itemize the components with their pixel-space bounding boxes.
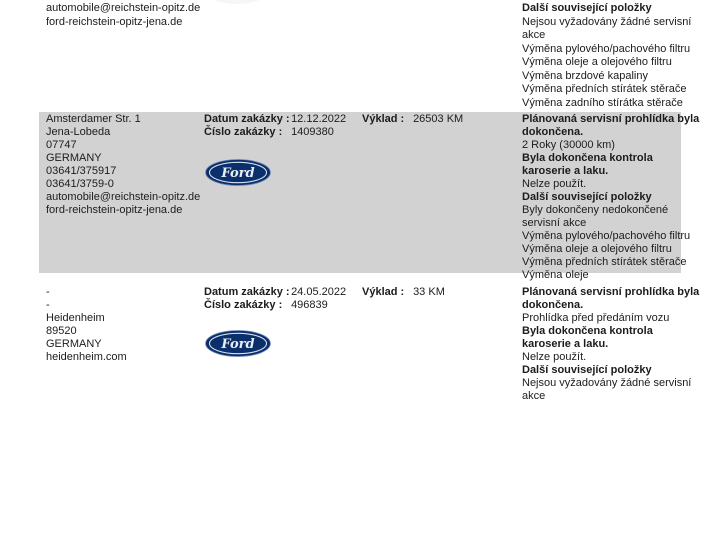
- service-note-line: Výměna oleje a olejového filtru: [522, 243, 672, 255]
- related-item-line: Výměna zadního stírátka stěrače: [522, 96, 683, 109]
- dealer-address-block: [46, 113, 200, 217]
- service-note-line: Nejsou vyžadovány žádné servisní: [522, 377, 692, 389]
- service-notes-block: [522, 113, 699, 282]
- mileage-label: Výklad :: [362, 113, 405, 125]
- order-number-row: [204, 126, 334, 139]
- contact-line: ford-reichstein-opitz-jena.de: [46, 15, 183, 28]
- service-note-line: Výměna předních stírátek stěrače: [522, 256, 687, 268]
- address-line: -: [46, 286, 50, 298]
- order-number-value: 1409380: [291, 126, 334, 138]
- ford-logo-text: Ford: [221, 166, 255, 181]
- address-line: GERMANY: [46, 338, 102, 350]
- header-contact-block: [46, 2, 200, 29]
- service-note-line: Plánovaná servisní prohlídka byla: [522, 286, 700, 298]
- related-item-line: Výměna brzdové kapaliny: [522, 69, 648, 82]
- order-number-value: 496839: [291, 299, 328, 311]
- service-note-line: dokončena.: [522, 126, 584, 138]
- mileage-value: 26503 KM: [413, 113, 464, 125]
- mileage-value: 33 KM: [413, 286, 445, 298]
- service-note-line: dokončena.: [522, 299, 584, 311]
- ford-logo: [205, 330, 271, 357]
- contact-line: automobile@reichstein-opitz.de: [46, 2, 201, 14]
- cutoff-ford-logo: [205, 0, 268, 4]
- service-notes-block: [522, 286, 699, 403]
- service-note-line: karoserie a laku.: [522, 165, 609, 177]
- mileage-row: [362, 286, 445, 299]
- address-line: 03641/3759-0: [46, 178, 114, 190]
- related-items-title: Další související položky: [522, 2, 652, 14]
- service-note-line: Výměna pylového/pachového filtru: [522, 230, 691, 242]
- address-line: Heidenheim: [46, 312, 105, 324]
- dealer-address-block: [46, 286, 127, 364]
- service-note-line: Další související položky: [522, 364, 652, 376]
- order-date-label: Datum zakázky :: [204, 113, 290, 125]
- related-item-line: Nejsou vyžadovány žádné servisní: [522, 15, 692, 28]
- order-date-row: [204, 286, 346, 299]
- header-related-items-block: [522, 2, 691, 110]
- service-note-line: Další související položky: [522, 191, 652, 203]
- order-number-label: Číslo zakázky :: [204, 299, 283, 311]
- service-note-line: Byla dokončena kontrola: [522, 325, 653, 337]
- address-line: heidenheim.com: [46, 351, 127, 363]
- address-line: Amsterdamer Str. 1: [46, 113, 141, 125]
- related-item-line: Výměna oleje a olejového filtru: [522, 56, 672, 68]
- service-note-line: Byla dokončena kontrola: [522, 152, 653, 164]
- service-note-line: akce: [522, 390, 546, 402]
- order-date-label: Datum zakázky :: [204, 286, 290, 298]
- service-note-line: Byly dokončeny nedokončené: [522, 204, 669, 216]
- order-date-value: 12.12.2022: [291, 113, 347, 125]
- address-line: 07747: [46, 139, 77, 151]
- order-number-row: [204, 299, 328, 312]
- related-item-line: Výměna pylového/pachového filtru: [522, 42, 691, 55]
- order-date-value: 24.05.2022: [291, 286, 347, 298]
- service-note-line: 2 Roky (30000 km): [522, 139, 615, 151]
- service-note-line: karoserie a laku.: [522, 338, 609, 350]
- service-note-line: Plánovaná servisní prohlídka byla: [522, 113, 700, 125]
- service-note-line: Prohlídka před předáním vozu: [522, 312, 670, 324]
- address-line: 03641/375917: [46, 165, 117, 177]
- order-date-row: [204, 113, 346, 126]
- ford-logo-text: Ford: [221, 337, 255, 352]
- related-item-line: Výměna předních stírátek stěrače: [522, 83, 687, 95]
- ford-logo: [205, 159, 271, 186]
- service-note-line: Nelze použít.: [522, 351, 587, 363]
- service-note-line: Výměna oleje: [522, 269, 589, 281]
- address-line: Jena-Lobeda: [46, 126, 111, 138]
- order-number-label: Číslo zakázky :: [204, 126, 283, 138]
- service-note-line: Nelze použít.: [522, 178, 587, 190]
- mileage-label: Výklad :: [362, 286, 405, 298]
- address-line: -: [46, 299, 50, 311]
- address-line: automobile@reichstein-opitz.de: [46, 191, 201, 203]
- address-line: ford-reichstein-opitz-jena.de: [46, 204, 183, 216]
- address-line: 89520: [46, 325, 77, 337]
- related-item-line: akce: [522, 29, 546, 41]
- service-note-line: servisní akce: [522, 217, 587, 229]
- address-line: GERMANY: [46, 152, 102, 164]
- mileage-row: [362, 113, 463, 126]
